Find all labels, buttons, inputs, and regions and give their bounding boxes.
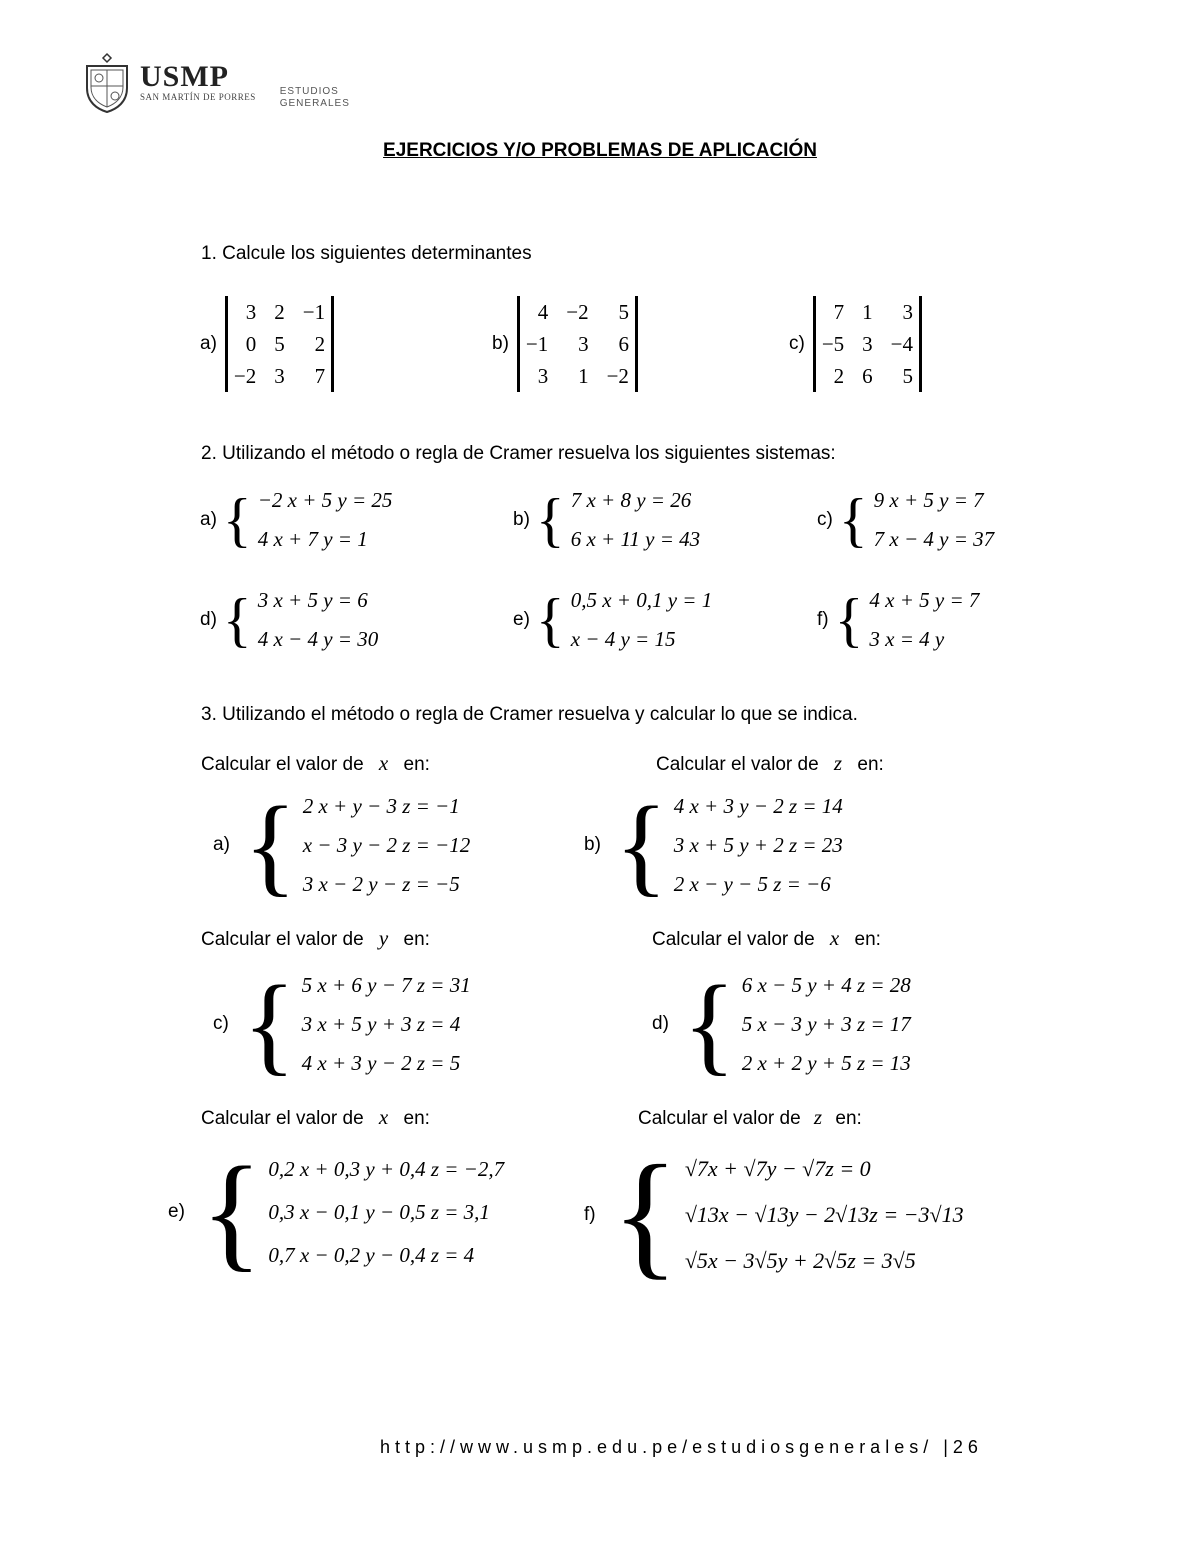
system-3e xyxy=(168,1141,505,1283)
matrix-cell: 0 xyxy=(245,332,257,356)
equation: 3 x = 4 y xyxy=(869,627,945,651)
equation: −2 x + 5 y = 25 xyxy=(257,488,393,512)
item-label: e) xyxy=(168,1201,185,1222)
system-2c xyxy=(817,488,994,552)
equation: 4 x + 7 y = 1 xyxy=(257,527,368,551)
matrix-cell: 3 xyxy=(537,364,549,388)
system-2f xyxy=(817,588,979,652)
equation: 3 x − 2 y − z = −5 xyxy=(302,871,460,896)
matrix-cell: −2 xyxy=(233,364,257,388)
prompt-text: Calcular el valor de xyxy=(201,929,364,950)
prompt-variable: x xyxy=(378,1105,389,1129)
prompt-f xyxy=(638,1105,862,1130)
matrix-cell: 5 xyxy=(274,332,285,356)
prompt-c xyxy=(201,926,430,951)
matrix-cell: −1 xyxy=(525,332,549,356)
equation: 0,7 x − 0,2 y − 0,4 z = 4 xyxy=(268,1242,475,1267)
item-label: a) xyxy=(213,834,230,855)
equation: 6 x + 11 y = 43 xyxy=(570,527,701,551)
system-2b xyxy=(513,488,700,552)
prompt-text: Calcular el valor de xyxy=(652,929,815,950)
matrix-cell: 1 xyxy=(578,364,589,388)
brace-icon: { xyxy=(200,1141,263,1283)
matrix-cell: 7 xyxy=(833,300,845,324)
prompt-suffix: en: xyxy=(835,1108,862,1129)
brand-subtitle: SAN MARTÍN DE PORRES xyxy=(140,92,256,102)
equation: 3 x + 5 y = 6 xyxy=(257,588,368,612)
item-label: f) xyxy=(817,609,829,630)
prompt-suffix: en: xyxy=(403,754,430,775)
q2-heading: 2. Utilizando el método o regla de Cramer resuelva los siguientes sistemas: xyxy=(201,443,836,464)
brace-icon: { xyxy=(535,587,565,653)
q3-heading: 3. Utilizando el método o regla de Cramer resuelva y calcular lo que se indica. xyxy=(201,704,858,725)
brace-icon: { xyxy=(611,1137,679,1292)
brace-icon: { xyxy=(535,487,565,553)
prompt-text: Calcular el valor de xyxy=(201,754,364,775)
equation: 2 x − y − 5 z = −6 xyxy=(673,871,831,896)
matrix-cell: 2 xyxy=(314,332,326,356)
brace-icon: { xyxy=(243,784,297,906)
prompt-e xyxy=(201,1105,430,1130)
brace-icon: { xyxy=(682,963,736,1085)
item-label: d) xyxy=(652,1013,669,1034)
matrix-cell: 7 xyxy=(314,364,326,388)
system-3c xyxy=(213,963,471,1085)
matrix-cell: 4 xyxy=(537,300,549,324)
determinant-c xyxy=(789,296,922,392)
prompt-variable: z xyxy=(833,751,843,775)
unit-line2: GENERALES xyxy=(279,98,350,109)
brace-icon: { xyxy=(838,487,868,553)
matrix-cell: 3 xyxy=(274,364,285,388)
prompt-text: Calcular el valor de xyxy=(656,754,819,775)
equation: 3 x + 5 y + 2 z = 23 xyxy=(673,832,843,857)
prompt-variable: x xyxy=(378,751,389,775)
prompt-variable: x xyxy=(829,926,840,950)
prompt-suffix: en: xyxy=(403,1108,430,1129)
system-2a xyxy=(200,488,392,552)
item-label: b) xyxy=(513,509,530,530)
matrix-cell: 6 xyxy=(618,332,629,356)
determinant-b xyxy=(492,296,638,392)
system-3a xyxy=(213,784,471,906)
item-label: f) xyxy=(584,1204,596,1225)
university-shield-icon xyxy=(82,52,132,114)
item-label: e) xyxy=(513,609,530,630)
unit-line1: ESTUDIOS xyxy=(279,86,339,97)
matrix-cell: 2 xyxy=(274,300,285,324)
prompt-text: Calcular el valor de xyxy=(201,1108,364,1129)
equation: √5x − 3√5y + 2√5z = 3√5 xyxy=(684,1248,916,1273)
system-2d xyxy=(200,588,378,652)
prompt-d xyxy=(652,926,881,951)
equation: 4 x + 5 y = 7 xyxy=(869,588,980,612)
matrix-cell: −4 xyxy=(890,332,914,356)
matrix-cell: −2 xyxy=(606,364,629,388)
equation: 4 x + 3 y − 2 z = 5 xyxy=(301,1050,461,1075)
equation: 9 x + 5 y = 7 xyxy=(873,488,984,512)
item-label: d) xyxy=(200,609,217,630)
equation: 5 x + 6 y − 7 z = 31 xyxy=(301,972,471,997)
equation: 3 x + 5 y + 3 z = 4 xyxy=(301,1011,461,1036)
prompt-suffix: en: xyxy=(857,754,884,775)
system-3b xyxy=(584,784,843,906)
prompt-variable: z xyxy=(813,1105,823,1129)
equation: 0,5 x + 0,1 y = 1 xyxy=(570,588,713,612)
unit-name xyxy=(280,86,350,110)
item-label: a) xyxy=(200,509,217,530)
equation: √13x − √13y − 2√13z = −3√13 xyxy=(684,1202,964,1227)
brace-icon: { xyxy=(614,784,668,906)
equation: 2 x + 2 y + 5 z = 13 xyxy=(741,1050,911,1075)
equation: 7 x + 8 y = 26 xyxy=(570,488,692,512)
footer-url-page: http://www.usmp.edu.pe/estudiosgenerales/ |26 xyxy=(380,1437,983,1457)
brace-icon: { xyxy=(834,587,864,653)
matrix-cell: 5 xyxy=(618,300,629,324)
matrix-bars xyxy=(813,296,922,392)
item-label: c) xyxy=(817,509,833,530)
prompt-suffix: en: xyxy=(854,929,881,950)
matrix-cell: −2 xyxy=(566,300,589,324)
prompt-b xyxy=(656,751,884,776)
matrix-cell: 6 xyxy=(862,364,873,388)
matrix-bars xyxy=(225,296,334,392)
item-label: c) xyxy=(213,1013,229,1034)
determinant-a xyxy=(200,296,334,392)
system-2e xyxy=(513,588,712,652)
matrix-cell: 3 xyxy=(578,332,589,356)
system-3f xyxy=(584,1137,964,1292)
prompt-a xyxy=(201,751,430,776)
item-label: b) xyxy=(584,834,601,855)
matrix-cell: 1 xyxy=(862,300,873,324)
brace-icon: { xyxy=(222,487,252,553)
equation: 2 x + y − 3 z = −1 xyxy=(302,793,460,818)
equation: x − 3 y − 2 z = −12 xyxy=(302,832,471,857)
matrix-cell: 2 xyxy=(833,364,845,388)
prompt-text: Calcular el valor de xyxy=(638,1108,801,1129)
matrix-cell: 3 xyxy=(862,332,873,356)
matrix-cell: 3 xyxy=(245,300,257,324)
item-label: c) xyxy=(789,333,805,354)
header-logo xyxy=(82,52,350,114)
equation: 4 x − 4 y = 30 xyxy=(257,627,379,651)
matrix-cell: −1 xyxy=(302,300,326,324)
matrix-bars xyxy=(517,296,638,392)
system-3d xyxy=(652,963,911,1085)
page-title: EJERCICIOS Y/O PROBLEMAS DE APLICACIÓN xyxy=(383,140,817,161)
matrix-cell: 5 xyxy=(902,364,914,388)
prompt-suffix: en: xyxy=(403,929,430,950)
equation: 5 x − 3 y + 3 z = 17 xyxy=(741,1011,911,1036)
equation: 4 x + 3 y − 2 z = 14 xyxy=(673,793,843,818)
equation: √7x + √7y − √7z = 0 xyxy=(684,1156,871,1181)
equation: x − 4 y = 15 xyxy=(570,627,676,651)
brace-icon: { xyxy=(242,963,296,1085)
item-label: b) xyxy=(492,333,509,354)
matrix-cell: 3 xyxy=(902,300,914,324)
q1-heading: 1. Calcule los siguientes determinantes xyxy=(201,243,532,264)
prompt-variable: y xyxy=(378,926,389,950)
equation: 0,3 x − 0,1 y − 0,5 z = 3,1 xyxy=(268,1199,490,1224)
matrix-cell: −5 xyxy=(821,332,845,356)
equation: 0,2 x + 0,3 y + 0,4 z = −2,7 xyxy=(268,1156,505,1181)
brace-icon: { xyxy=(222,587,252,653)
equation: 7 x − 4 y = 37 xyxy=(873,527,995,551)
item-label: a) xyxy=(200,333,217,354)
equation: 6 x − 5 y + 4 z = 28 xyxy=(741,972,911,997)
brand-name: USMP xyxy=(140,60,229,93)
